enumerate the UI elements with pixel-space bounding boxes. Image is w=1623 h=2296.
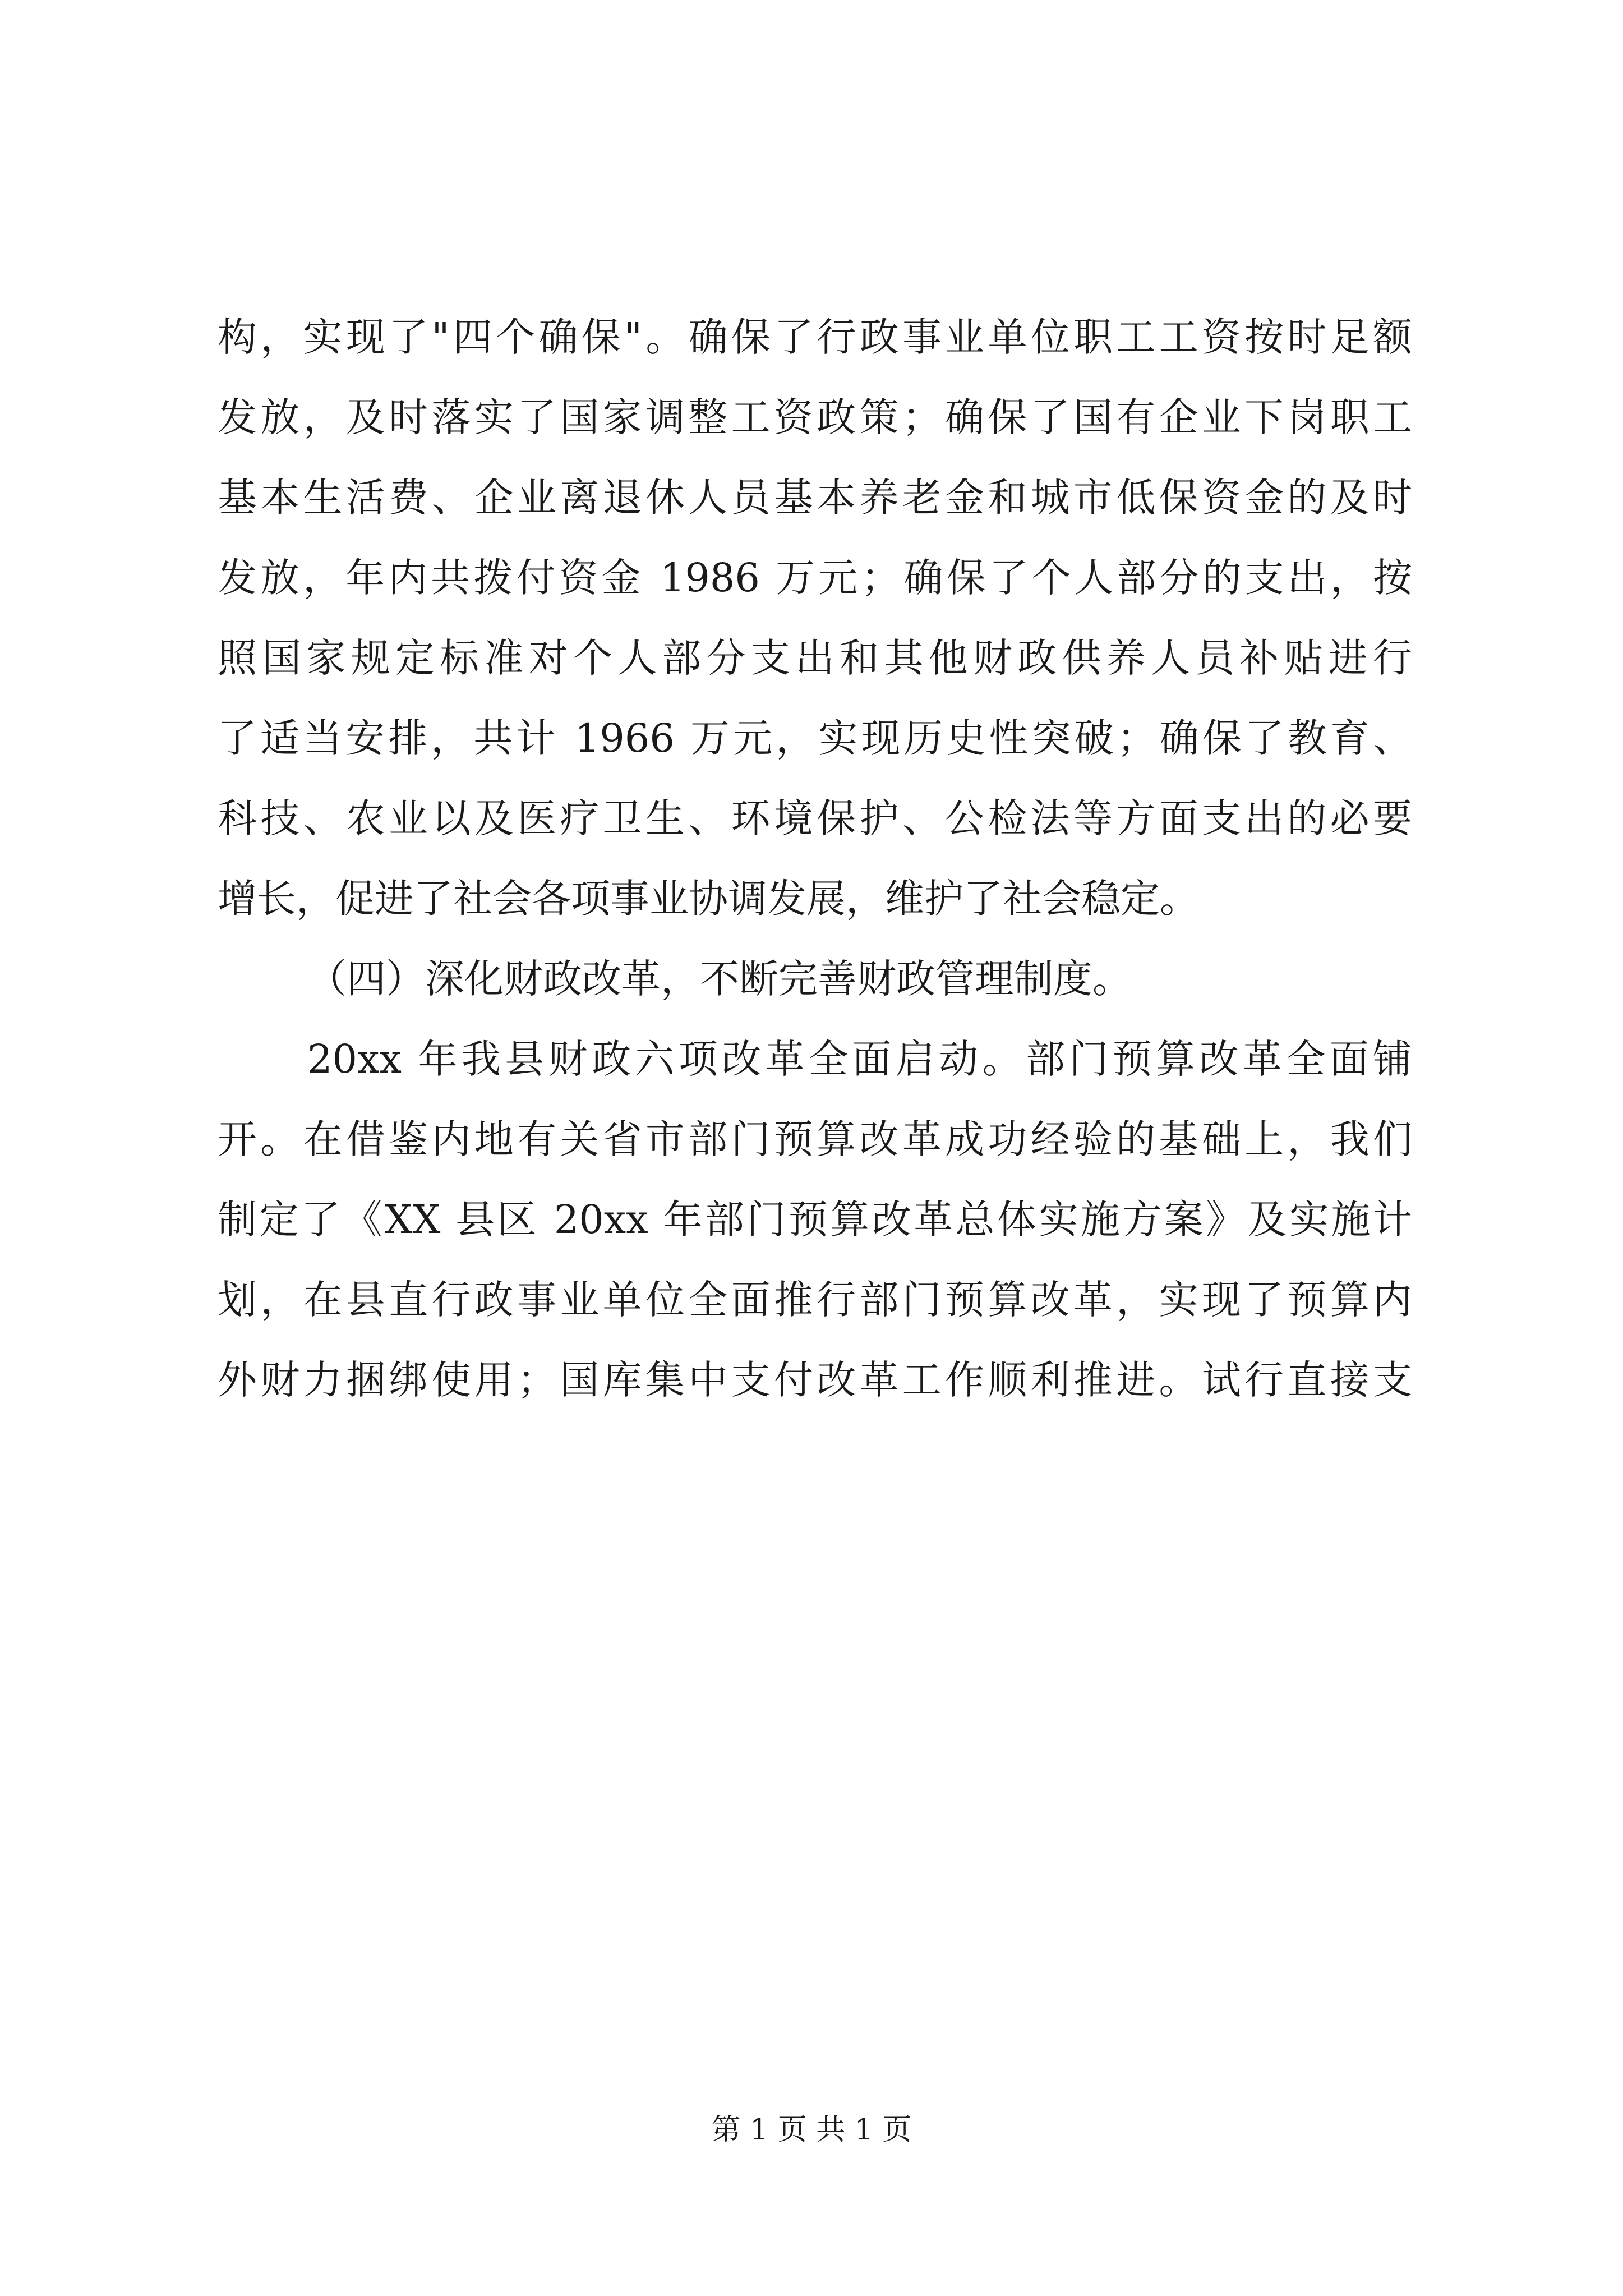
text-line: 划，在县直行政事业单位全面推行部门预算改革，实现了预算内 <box>218 1277 1412 1323</box>
text-line: 了适当安排，共计 1966 万元，实现历史性突破；确保了教育、 <box>218 715 1412 761</box>
text-line: 制定了《XX 县区 20xx 年部门预算改革总体实施方案》及实施计 <box>218 1197 1412 1243</box>
text-line: 开。在借鉴内地有关省市部门预算改革成功经验的基础上，我们 <box>218 1116 1412 1162</box>
page-number: 第 1 页 共 1 页 <box>711 2113 912 2147</box>
document-body <box>218 297 1412 1420</box>
text-line: 基本生活费、企业离退休人员基本养老金和城市低保资金的及时 <box>218 475 1412 521</box>
text-line: 外财力捆绑使用；国库集中支付改革工作顺利推进。试行直接支 <box>218 1357 1412 1403</box>
text-line: 增长，促进了社会各项事业协调发展，维护了社会稳定。 <box>218 876 1199 922</box>
text-line: 构，实现了"四个确保"。确保了行政事业单位职工工资按时足额 <box>218 314 1412 360</box>
text-line: 发放，及时落实了国家调整工资政策；确保了国有企业下岗职工 <box>218 394 1412 440</box>
text-line: 照国家规定标准对个人部分支出和其他财政供养人员补贴进行 <box>218 635 1412 681</box>
text-line: 20xx 年我县财政六项改革全面启动。部门预算改革全面铺 <box>307 1036 1412 1082</box>
text-line: 发放，年内共拨付资金 1986 万元；确保了个人部分的支出，按 <box>218 555 1412 601</box>
section-heading: （四）深化财政改革，不断完善财政管理制度。 <box>307 956 1132 1002</box>
text-line: 科技、农业以及医疗卫生、环境保护、公检法等方面支出的必要 <box>218 795 1412 841</box>
